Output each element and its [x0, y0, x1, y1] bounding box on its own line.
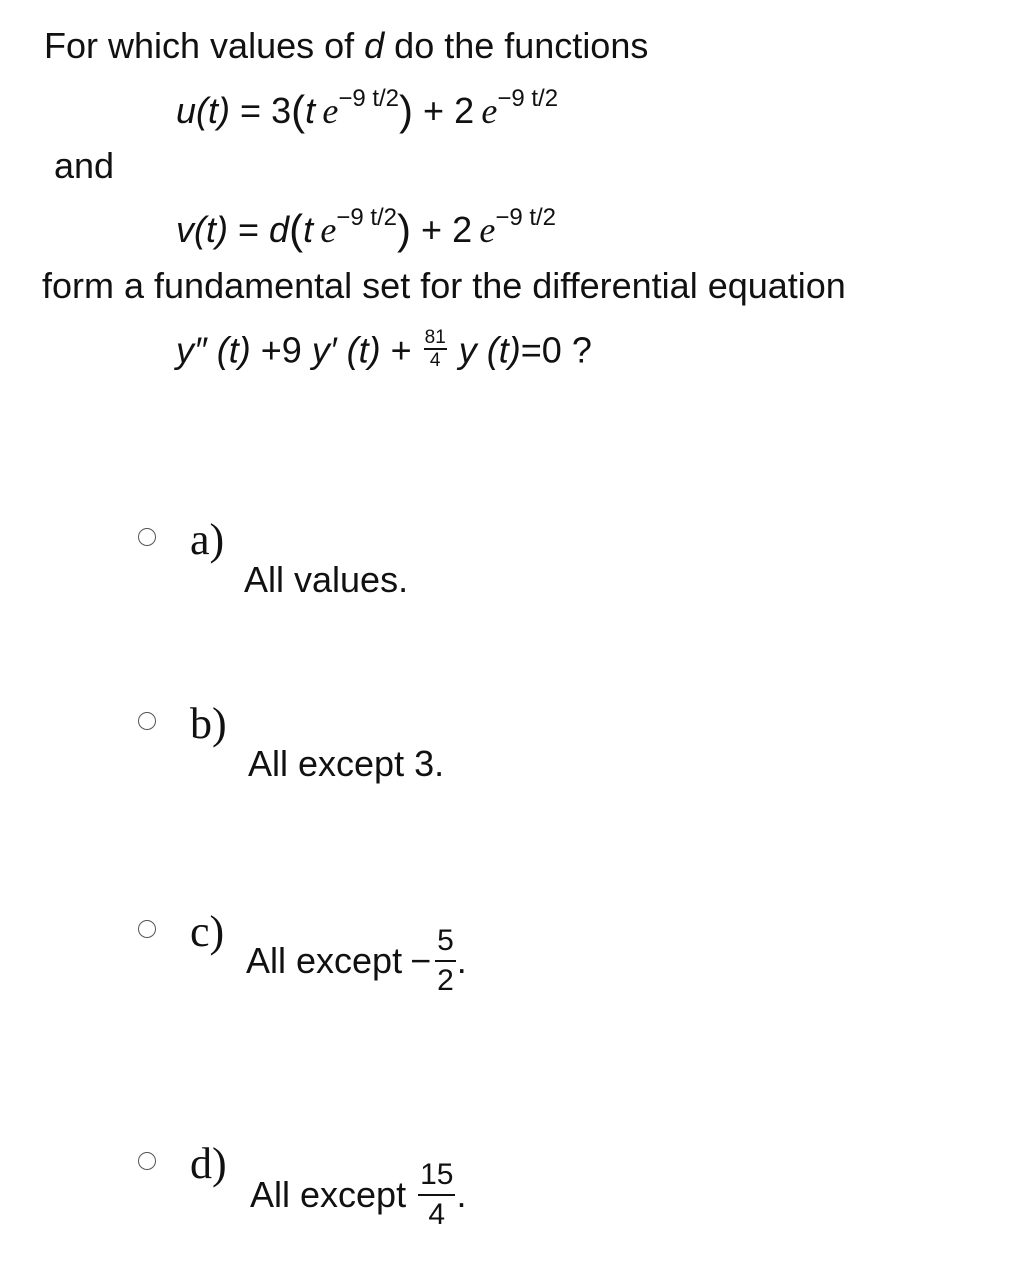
v-t: t: [303, 209, 314, 250]
form-text: form a fundamental set for the differential equation: [42, 265, 846, 306]
option-c-frac-bar: [435, 960, 456, 962]
and-text: and: [54, 145, 115, 186]
de-frac-den: 4: [429, 350, 441, 371]
de-term2-coef: 9: [281, 329, 302, 371]
option-c-frac-num: 5: [437, 924, 454, 957]
radio-button-c[interactable]: [138, 920, 156, 938]
option-text-d-label: All except: [250, 1174, 407, 1215]
u-e: e: [322, 91, 339, 131]
v-equation: [176, 204, 557, 253]
de-term3: y (t): [458, 329, 521, 371]
radio-button-b[interactable]: [138, 712, 156, 730]
u-plus: +: [423, 90, 445, 131]
v-lhs: v(t): [176, 209, 228, 250]
option-c-period: .: [456, 940, 467, 981]
v-e2: e: [479, 210, 496, 250]
v-open-paren: (: [289, 206, 304, 253]
v-coef2: 2: [452, 209, 473, 250]
de-term1: y″ (t): [176, 329, 251, 371]
u-open-paren: (: [291, 87, 306, 134]
question-intro: [44, 25, 649, 66]
de-plus1: +: [260, 329, 282, 371]
de-frac-num: 81: [424, 327, 446, 348]
radio-button-a[interactable]: [138, 528, 156, 546]
option-letter-c: c): [190, 907, 225, 956]
differential-equation: [176, 327, 592, 374]
option-c-frac-den: 2: [437, 964, 454, 997]
option-d-period: .: [456, 1174, 467, 1215]
u-equals: =: [240, 90, 262, 131]
de-fraction: [424, 328, 447, 370]
option-c-fraction: [435, 926, 456, 996]
intro-suffix: do the functions: [384, 25, 649, 66]
v-equals: =: [238, 209, 260, 250]
v-exp: −9 t/2: [336, 204, 398, 231]
u-equation: [176, 85, 559, 134]
option-text-c: [246, 926, 467, 996]
u-exp2: −9 t/2: [497, 85, 559, 112]
option-d-fraction: [418, 1160, 455, 1230]
option-letter-a: a): [190, 515, 225, 564]
u-coef2: 2: [454, 90, 475, 131]
option-d-frac-bar: [418, 1194, 455, 1196]
option-c-minus: −: [410, 940, 432, 981]
u-lhs: u(t): [176, 90, 230, 131]
u-t: t: [305, 90, 316, 131]
option-text-d: [250, 1160, 466, 1230]
intro-prefix: For which values of: [44, 25, 365, 66]
v-plus: +: [421, 209, 443, 250]
intro-variable: d: [364, 25, 385, 66]
de-rhs: =0 ?: [520, 329, 592, 371]
option-text-c-label: All except: [246, 940, 403, 981]
de-plus2: +: [390, 329, 412, 371]
option-letter-d: d): [190, 1139, 227, 1188]
v-e: e: [320, 210, 337, 250]
u-exp: −9 t/2: [338, 85, 400, 112]
option-letter-b: b): [190, 699, 227, 748]
radio-button-d[interactable]: [138, 1152, 156, 1170]
de-term2: y′ (t): [311, 329, 381, 371]
v-coef: d: [269, 209, 290, 250]
u-close-paren: ): [399, 87, 414, 134]
u-coef: 3: [271, 90, 292, 131]
option-text-a: All values.: [244, 559, 409, 600]
option-text-b: All except 3.: [248, 743, 445, 784]
option-d-frac-den: 4: [428, 1198, 446, 1231]
u-e2: e: [481, 91, 498, 131]
v-close-paren: ): [397, 206, 412, 253]
option-d-frac-num: 15: [420, 1158, 454, 1191]
v-exp2: −9 t/2: [495, 204, 557, 231]
